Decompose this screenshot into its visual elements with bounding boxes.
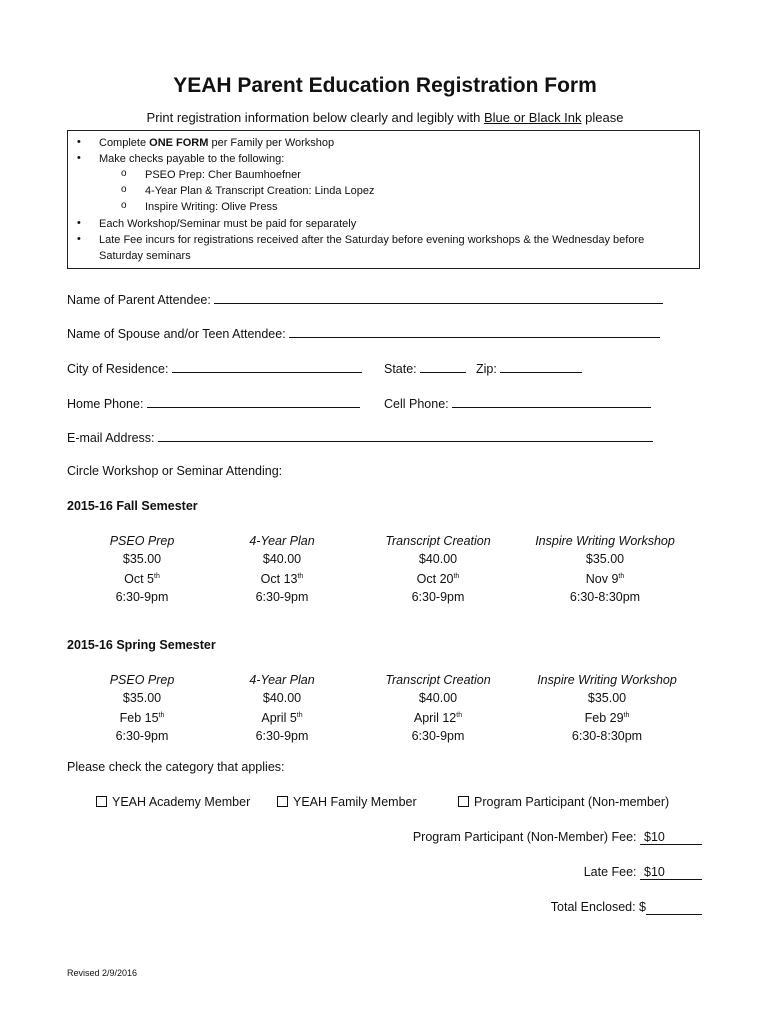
zip-input[interactable] (500, 360, 582, 373)
program-fee-row (413, 830, 702, 845)
fall-workshop-inspire[interactable]: Inspire Writing Workshop $35.00 Nov 9th 6:30-8:30pm (535, 534, 675, 605)
parent-name-input[interactable] (214, 291, 663, 304)
late-fee-label: Late Fee: (583, 865, 637, 879)
spouse-name-input[interactable] (289, 325, 660, 338)
instruction-separate-payment: Each Workshop/Seminar must be paid for separately (99, 218, 357, 230)
email-label: E-mail Address: (67, 431, 155, 445)
spring-semester-heading: 2015-16 Spring Semester (67, 638, 216, 652)
email-input[interactable] (158, 429, 653, 442)
cell-phone-field (384, 395, 651, 411)
city-label: City of Residence: (67, 362, 169, 376)
state-label: State: (384, 362, 417, 376)
program-participant-checkbox[interactable] (458, 796, 469, 807)
spouse-name-field (67, 325, 660, 341)
bullet-icon: • (77, 152, 81, 164)
subtitle (0, 110, 770, 125)
academy-member-label: YEAH Academy Member (112, 795, 251, 809)
spring-workshop-inspire[interactable]: Inspire Writing Workshop $35.00 Feb 29th 6:30-8:30pm (537, 673, 677, 744)
academy-member-checkbox[interactable] (96, 796, 107, 807)
ink-requirement: Blue or Black Ink (483, 110, 582, 125)
fall-workshop-4year[interactable]: 4-Year Plan $40.00 Oct 13th 6:30-9pm (249, 534, 315, 605)
parent-name-field (67, 291, 663, 307)
instruction-late-fee: Late Fee incurs for registrations received after the Saturday before evening workshops & the Wednesday before (99, 234, 645, 246)
subtitle-text: Print registration information below clearly and legibly with (146, 110, 484, 125)
circle-bullet-icon: o (121, 200, 127, 211)
program-fee-amount[interactable]: $10 (640, 830, 702, 845)
program-participant-label: Program Participant (Non-member) (474, 795, 670, 809)
instruction-checks: Make checks payable to the following: (99, 153, 285, 165)
fall-semester-heading: 2015-16 Fall Semester (67, 499, 198, 513)
instruction-one-form: Complete ONE FORM per Family per Workshop (99, 137, 335, 149)
payee-item: 4-Year Plan & Transcript Creation: Linda Lopez (145, 185, 375, 197)
late-fee-row (584, 865, 702, 880)
spring-workshop-pseo[interactable]: PSEO Prep $35.00 Feb 15th 6:30-9pm (109, 673, 175, 744)
total-enclosed-label: Total Enclosed: $ (550, 900, 646, 914)
total-enclosed-input[interactable] (646, 900, 702, 915)
family-member-option[interactable] (277, 795, 417, 809)
program-fee-label: Program Participant (Non-Member) Fee: (412, 830, 637, 844)
state-input[interactable] (420, 360, 466, 373)
bullet-icon: • (77, 233, 81, 245)
late-fee-amount[interactable]: $10 (640, 865, 702, 880)
home-phone-field (67, 395, 360, 411)
fall-workshop-transcript[interactable]: Transcript Creation $40.00 Oct 20th 6:30-9pm (385, 534, 491, 605)
payee-item: Inspire Writing: Olive Press (145, 201, 278, 213)
city-field (67, 360, 362, 376)
circle-bullet-icon: o (121, 168, 127, 179)
family-member-label: YEAH Family Member (293, 795, 417, 809)
instruction-late-fee-cont: Saturday seminars (99, 250, 191, 262)
fall-workshop-pseo[interactable]: PSEO Prep $35.00 Oct 5th 6:30-9pm (109, 534, 175, 605)
instructions-box (67, 130, 700, 269)
spring-workshop-transcript[interactable]: Transcript Creation $40.00 April 12th 6:30-9pm (385, 673, 491, 744)
parent-name-label: Name of Parent Attendee: (67, 293, 211, 307)
payee-item: PSEO Prep: Cher Baumhoefner (145, 169, 301, 181)
cell-phone-label: Cell Phone: (384, 397, 449, 411)
spring-workshop-4year[interactable]: 4-Year Plan $40.00 April 5th 6:30-9pm (249, 673, 315, 744)
family-member-checkbox[interactable] (277, 796, 288, 807)
bullet-icon: • (77, 217, 81, 229)
state-field (384, 360, 466, 376)
zip-label: Zip: (476, 362, 497, 376)
city-input[interactable] (172, 360, 362, 373)
home-phone-input[interactable] (147, 395, 360, 408)
spouse-name-label: Name of Spouse and/or Teen Attendee: (67, 327, 286, 341)
page-title: YEAH Parent Education Registration Form (173, 74, 597, 97)
home-phone-label: Home Phone: (67, 397, 144, 411)
cell-phone-input[interactable] (452, 395, 651, 408)
circle-bullet-icon: o (121, 184, 127, 195)
total-enclosed-row (551, 900, 702, 915)
subtitle-text-end: please (581, 110, 624, 125)
revised-date: Revised 2/9/2016 (67, 968, 138, 978)
bullet-icon: • (77, 136, 81, 148)
zip-field (476, 360, 582, 376)
category-prompt: Please check the category that applies: (67, 760, 285, 774)
email-field (67, 429, 653, 445)
academy-member-option[interactable] (96, 795, 250, 809)
circle-prompt: Circle Workshop or Seminar Attending: (67, 464, 283, 478)
program-participant-option[interactable] (458, 795, 669, 809)
